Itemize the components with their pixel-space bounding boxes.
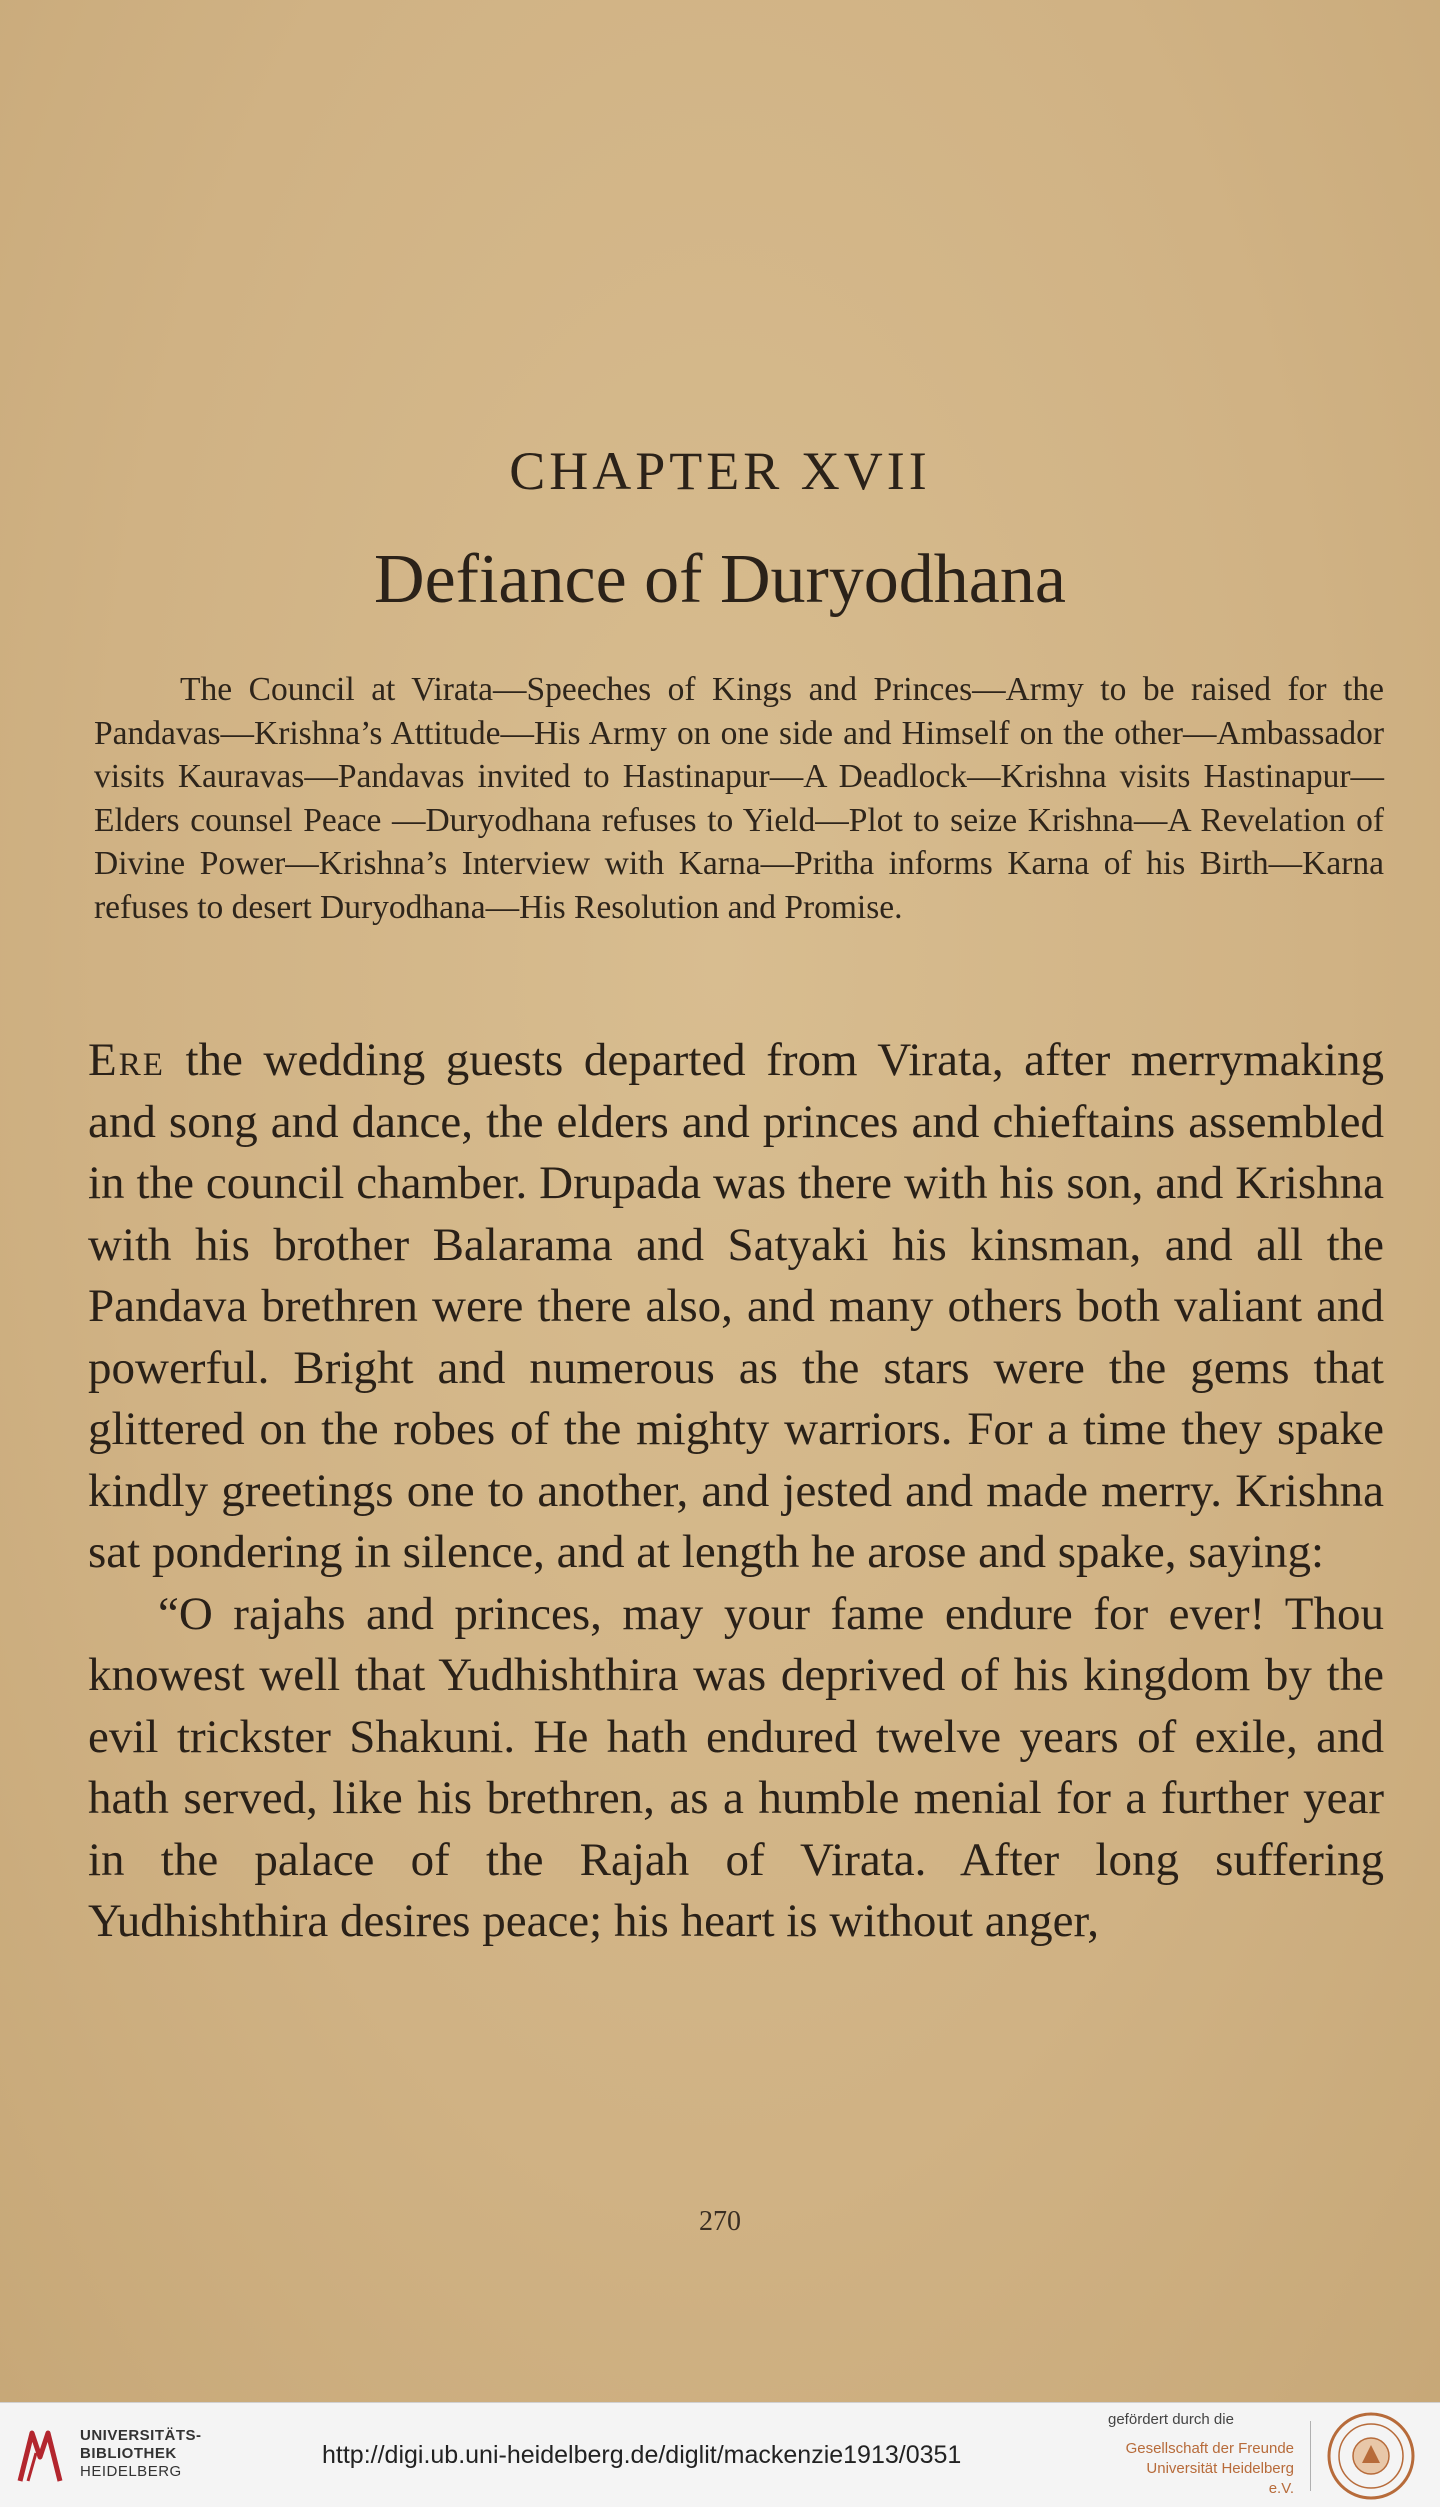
chapter-synopsis: The Council at Virata—Speeches of Kings and Princes—Army to be raised for the Pandavas—Krishna’s Attitude—His Army on one side and Himself on the other—Ambassador visits Kauravas—Pandavas invited to Hastinapur—A Deadlock—Krishna visits Hastinapur—Elders counsel Peace —Duryodhana refuses to Yield—Plot to seize Krishna—A Revelation of Divine Power—Krishna’s Interview with Karna—Pritha informs Karna of his Birth—Karna refuses to desert Duryodhana—His Resolution and Promise. <box>94 671 1384 926</box>
university-library-logo-icon <box>14 2423 66 2487</box>
opening-word: Ere <box>88 1034 165 1086</box>
page-number: 270 <box>699 2206 741 2237</box>
paragraph-2: “O rajahs and princes, may your fame endure for ever! Thou knowest well that Yudhishthira was deprived of his kingdom by the evil trickster Shakuni. He hath endured twelve years of exile, and hath served, like his brethren, as a humble menial for a further year in the palace of the Rajah of Virata. After long suffering Yudhishthira desires peace; his heart is without anger, <box>88 1587 1384 1947</box>
footer-divider <box>1310 2421 1311 2491</box>
footer-bar <box>0 2402 1440 2507</box>
chapter-number: CHAPTER XVII <box>509 441 931 501</box>
sponsor-name: Gesellschaft der Freunde Universität Heidelberg e.V. <box>1125 2440 1294 2497</box>
paragraph-1-text: the wedding guests departed from Virata, after merrymaking and song and dance, the elders and princes and chieftains assembled in the council chamber. Drupada was there with his son, and Krishna with his brother Balarama and Satyaki his kinsman, and all the Pandava brethren were there also, and many others both valiant and powerful. Bright and numerous as the stars were the gems that glittered on the robes of the mighty warriors. For a time they spake kindly greetings one to another, and jested and made merry. Krishna sat pondering in silence, and at length he arose and spake, saying: <box>88 1034 1384 1578</box>
paragraph-1 <box>88 1030 1384 1584</box>
library-name: UNIVERSITÄTS- BIBLIOTHEK HEIDELBERG <box>80 2427 202 2480</box>
university-seal-icon <box>1326 2411 1416 2501</box>
permalink-url[interactable]: http://digi.ub.uni-heidelberg.de/diglit/mackenzie1913/0351 <box>322 2441 962 2469</box>
body-text <box>88 1030 1384 1953</box>
funded-by-label: gefördert durch die <box>1108 2411 1234 2428</box>
chapter-title: Defiance of Duryodhana <box>374 541 1066 618</box>
